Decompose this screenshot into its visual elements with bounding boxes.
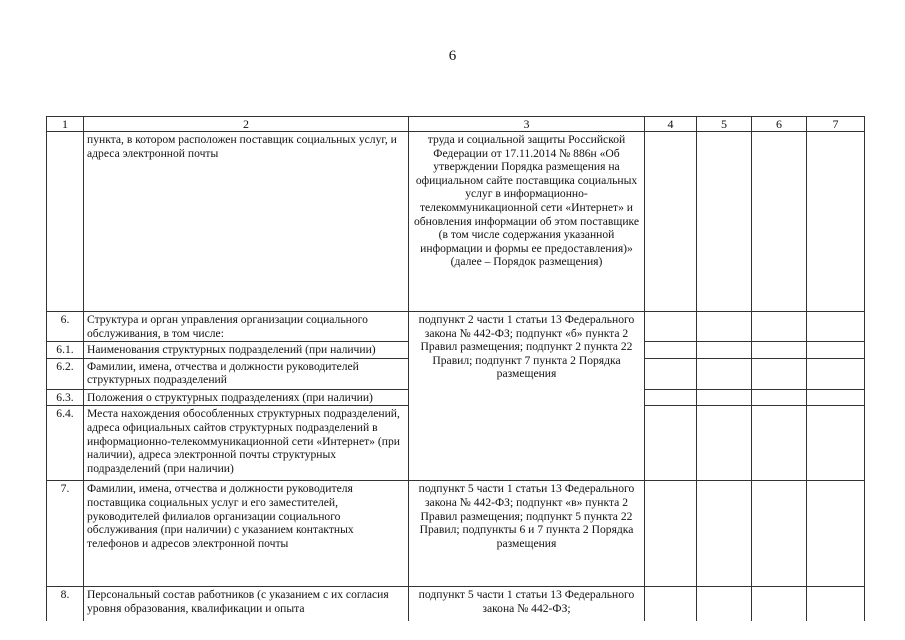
empty-cell: [807, 132, 865, 312]
empty-cell: [645, 132, 697, 312]
header-cell: 5: [697, 117, 752, 132]
empty-cell: [697, 389, 752, 406]
row-number: 6.: [47, 312, 84, 342]
empty-cell: [645, 406, 697, 481]
empty-cell: [752, 312, 807, 342]
empty-cell: [752, 389, 807, 406]
empty-cell: [752, 587, 807, 621]
row-number: 6.2.: [47, 358, 84, 389]
row-number: [47, 132, 84, 312]
row-number: 6.3.: [47, 389, 84, 406]
empty-cell: [645, 342, 697, 359]
row-description: Положения о структурных подразделениях (при наличии): [84, 389, 409, 406]
empty-cell: [697, 406, 752, 481]
table-row: [47, 132, 865, 312]
row-number: 6.4.: [47, 406, 84, 481]
empty-cell: [807, 358, 865, 389]
empty-cell: [752, 132, 807, 312]
row-description: Персональный состав работников (с указанием с их согласия уровня образования, квалификации и опыта: [84, 587, 409, 621]
empty-cell: [807, 342, 865, 359]
header-cell: 2: [84, 117, 409, 132]
row-legal-basis: труда и социальной защиты Российской Федерации от 17.11.2014 № 886н «Об утверждении Порядка размещения на официальном сайте поставщика социальных услуг в информационно-телекоммуникационной сети «Интернет» и обновления информации об этом поставщике (в том числе содержания указанной информации и формы ее предоставления)» (далее – Порядок размещения): [409, 132, 645, 312]
empty-cell: [645, 587, 697, 621]
empty-cell: [645, 481, 697, 587]
empty-cell: [752, 406, 807, 481]
header-cell: 1: [47, 117, 84, 132]
empty-cell: [752, 358, 807, 389]
row-description: Структура и орган управления организации социального обслуживания, в том числе:: [84, 312, 409, 342]
row-description: пункта, в котором расположен поставщик социальных услуг, и адреса электронной почты: [84, 132, 409, 312]
empty-cell: [807, 389, 865, 406]
header-cell: 7: [807, 117, 865, 132]
row-number: 6.1.: [47, 342, 84, 359]
header-cell: 3: [409, 117, 645, 132]
empty-cell: [752, 481, 807, 587]
empty-cell: [752, 342, 807, 359]
row-legal-basis: подпункт 2 части 1 статьи 13 Федерального закона № 442-ФЗ; подпункт «б» пункта 2 Правил размещения; подпункт 2 пункта 22 Правил; подпункт 7 пункта 2 Порядка размещения: [409, 312, 645, 481]
table-row: [47, 312, 865, 342]
empty-cell: [807, 481, 865, 587]
empty-cell: [697, 132, 752, 312]
empty-cell: [645, 312, 697, 342]
row-number: 7.: [47, 481, 84, 587]
empty-cell: [697, 481, 752, 587]
table-row: [47, 587, 865, 621]
header-cell: 4: [645, 117, 697, 132]
empty-cell: [697, 358, 752, 389]
header-cell: 6: [752, 117, 807, 132]
empty-cell: [697, 312, 752, 342]
row-description: Фамилии, имена, отчества и должности руководителя поставщика социальных услуг и его заместителей, руководителей филиалов организации социального обслуживания (при наличии) с указанием контактных телефонов и адресов электронной почты: [84, 481, 409, 587]
empty-cell: [697, 587, 752, 621]
empty-cell: [697, 342, 752, 359]
empty-cell: [645, 389, 697, 406]
empty-cell: [807, 312, 865, 342]
row-legal-basis: подпункт 5 части 1 статьи 13 Федерального закона № 442-ФЗ;: [409, 587, 645, 621]
empty-cell: [807, 587, 865, 621]
row-legal-basis: подпункт 5 части 1 статьи 13 Федерального закона № 442-ФЗ; подпункт «в» пункта 2 Правил размещения; подпункт 5 пункта 22 Правил; подпункты 6 и 7 пункта 2 Порядка размещения: [409, 481, 645, 587]
empty-cell: [807, 406, 865, 481]
row-description: Фамилии, имена, отчества и должности руководителей структурных подразделений: [84, 358, 409, 389]
row-description: Наименования структурных подразделений (при наличии): [84, 342, 409, 359]
requirements-table: [46, 116, 865, 621]
table-header-row: [47, 117, 865, 132]
table-row: [47, 481, 865, 587]
empty-cell: [645, 358, 697, 389]
page-number: 6: [448, 48, 457, 64]
row-number: 8.: [47, 587, 84, 621]
row-description: Места нахождения обособленных структурных подразделений, адреса официальных сайтов структурных подразделений в информационно-телекоммуникационной сети «Интернет» (при наличии), адреса электронной почты структурных подразделений (при наличии): [84, 406, 409, 481]
